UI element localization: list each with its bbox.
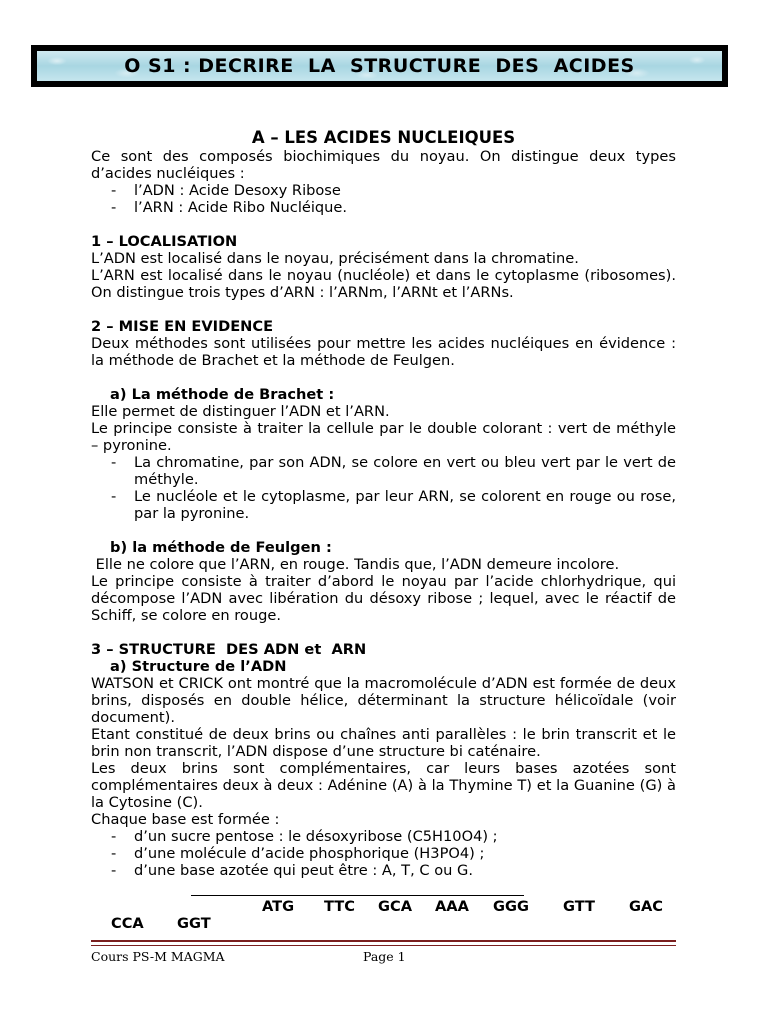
brachet-paragraph-2: Le principe consiste à traiter la cellule par le double colorant : vert de méthyle – pyronine. bbox=[91, 420, 676, 454]
brachet-heading: a) La méthode de Brachet : bbox=[110, 386, 335, 403]
codon: GTT bbox=[563, 898, 595, 915]
localisation-heading: 1 – LOCALISATION bbox=[91, 233, 238, 250]
banner-title: O S1 : DECRIRE LA STRUCTURE DES ACIDES bbox=[124, 54, 635, 77]
feulgen-heading: b) la méthode de Feulgen : bbox=[110, 539, 332, 556]
list-item: - Le nucléole et le cytoplasme, par leur ARN, se colorent en rouge ou rose, par la pyronine. bbox=[111, 488, 676, 522]
codon: AAA bbox=[435, 898, 469, 915]
structure-adn-subheading: a) Structure de l’ADN bbox=[110, 658, 287, 675]
footer-page-number: Page 1 bbox=[363, 949, 406, 964]
list-item-text: l’ARN : Acide Ribo Nucléique. bbox=[134, 199, 348, 216]
feulgen-paragraph-1: Elle ne colore que l’ARN, en rouge. Tandis que, l’ADN demeure incolore. bbox=[91, 556, 620, 573]
codon: TTC bbox=[324, 898, 355, 915]
list-item: - d’une base azotée qui peut être : A, T, C ou G. bbox=[111, 862, 473, 879]
list-item-text: l’ADN : Acide Desoxy Ribose bbox=[134, 182, 341, 199]
brachet-paragraph-1: Elle permet de distinguer l’ADN et l’ARN. bbox=[91, 403, 390, 420]
localisation-paragraph-2: L’ARN est localisé dans le noyau (nucléole) et dans le cytoplasme (ribosomes). On distingue trois types d’ARN : l’ARNm, l’ARNt et l’ARNs. bbox=[91, 267, 676, 301]
structure-paragraph-2: Etant constitué de deux brins ou chaînes anti parallèles : le brin transcrit et le brin non transcrit, l’ADN dispose d’une structure bi caténaire. bbox=[91, 726, 676, 760]
codon: GAC bbox=[629, 898, 663, 915]
footer-course-name: Cours PS-M MAGMA bbox=[91, 949, 225, 964]
list-item: - d’une molécule d’acide phosphorique (H3PO4) ; bbox=[111, 845, 485, 862]
list-item: - d’un sucre pentose : le désoxyribose (C5H10O4) ; bbox=[111, 828, 498, 845]
banner-water-texture bbox=[37, 51, 722, 81]
mise-en-evidence-heading: 2 – MISE EN EVIDENCE bbox=[91, 318, 274, 335]
structure-paragraph-3: Les deux brins sont complémentaires, car leurs bases azotées sont complémentaires deux à deux : Adénine (A) à la Thymine T) et la Guanine (G) à la Cytosine (C). bbox=[91, 760, 676, 811]
list-item-text: d’un sucre pentose : le désoxyribose (C5H10O4) ; bbox=[134, 828, 498, 845]
list-item: - l’ADN : Acide Desoxy Ribose bbox=[111, 182, 341, 199]
list-item: - La chromatine, par son ADN, se colore en vert ou bleu vert par le vert de méthyle. bbox=[111, 454, 676, 488]
codon: GGG bbox=[493, 898, 529, 915]
structure-paragraph-1: WATSON et CRICK ont montré que la macromolécule d’ADN est formée de deux brins, disposés en double hélice, déterminant la structure hélicoïdale (voir document). bbox=[91, 675, 676, 726]
section-a-title: A – LES ACIDES NUCLEIQUES bbox=[251, 128, 516, 147]
document-body bbox=[91, 128, 676, 879]
base-components-list bbox=[91, 828, 676, 879]
list-item-text: d’une molécule d’acide phosphorique (H3PO4) ; bbox=[134, 845, 485, 862]
codon: GGT bbox=[177, 915, 211, 932]
brachet-results-list bbox=[91, 454, 676, 522]
codon: CCA bbox=[111, 915, 144, 932]
codon: GCA bbox=[378, 898, 412, 915]
structure-paragraph-4: Chaque base est formée : bbox=[91, 811, 280, 828]
section-a-intro: Ce sont des composés biochimiques du noyau. On distingue deux types d’acides nucléiques : bbox=[91, 148, 676, 182]
title-banner bbox=[31, 45, 728, 87]
sequence-underline bbox=[191, 895, 524, 896]
footer-rule-thin bbox=[91, 945, 676, 946]
list-item-text: Le nucléole et le cytoplasme, par leur ARN, se colorent en rouge ou rose, par la pyronine. bbox=[134, 488, 676, 522]
list-item: - l’ARN : Acide Ribo Nucléique. bbox=[111, 199, 348, 216]
acid-types-list bbox=[91, 182, 676, 216]
structure-heading: 3 – STRUCTURE DES ADN et ARN bbox=[91, 641, 367, 658]
footer-rule bbox=[91, 940, 676, 942]
localisation-paragraph-1: L’ADN est localisé dans le noyau, précisément dans la chromatine. bbox=[91, 250, 579, 267]
feulgen-paragraph-2: Le principe consiste à traiter d’abord le noyau par l’acide chlorhydrique, qui décompose l’ADN avec libération du désoxy ribose ; lequel, avec le réactif de Schiff, se colore en rouge. bbox=[91, 573, 676, 624]
codon: ATG bbox=[262, 898, 295, 915]
list-item-text: La chromatine, par son ADN, se colore en vert ou bleu vert par le vert de méthyle. bbox=[134, 454, 676, 488]
list-item-text: d’une base azotée qui peut être : A, T, C ou G. bbox=[134, 862, 473, 879]
mise-en-evidence-paragraph: Deux méthodes sont utilisées pour mettre les acides nucléiques en évidence : la méthode de Brachet et la méthode de Feulgen. bbox=[91, 335, 676, 369]
